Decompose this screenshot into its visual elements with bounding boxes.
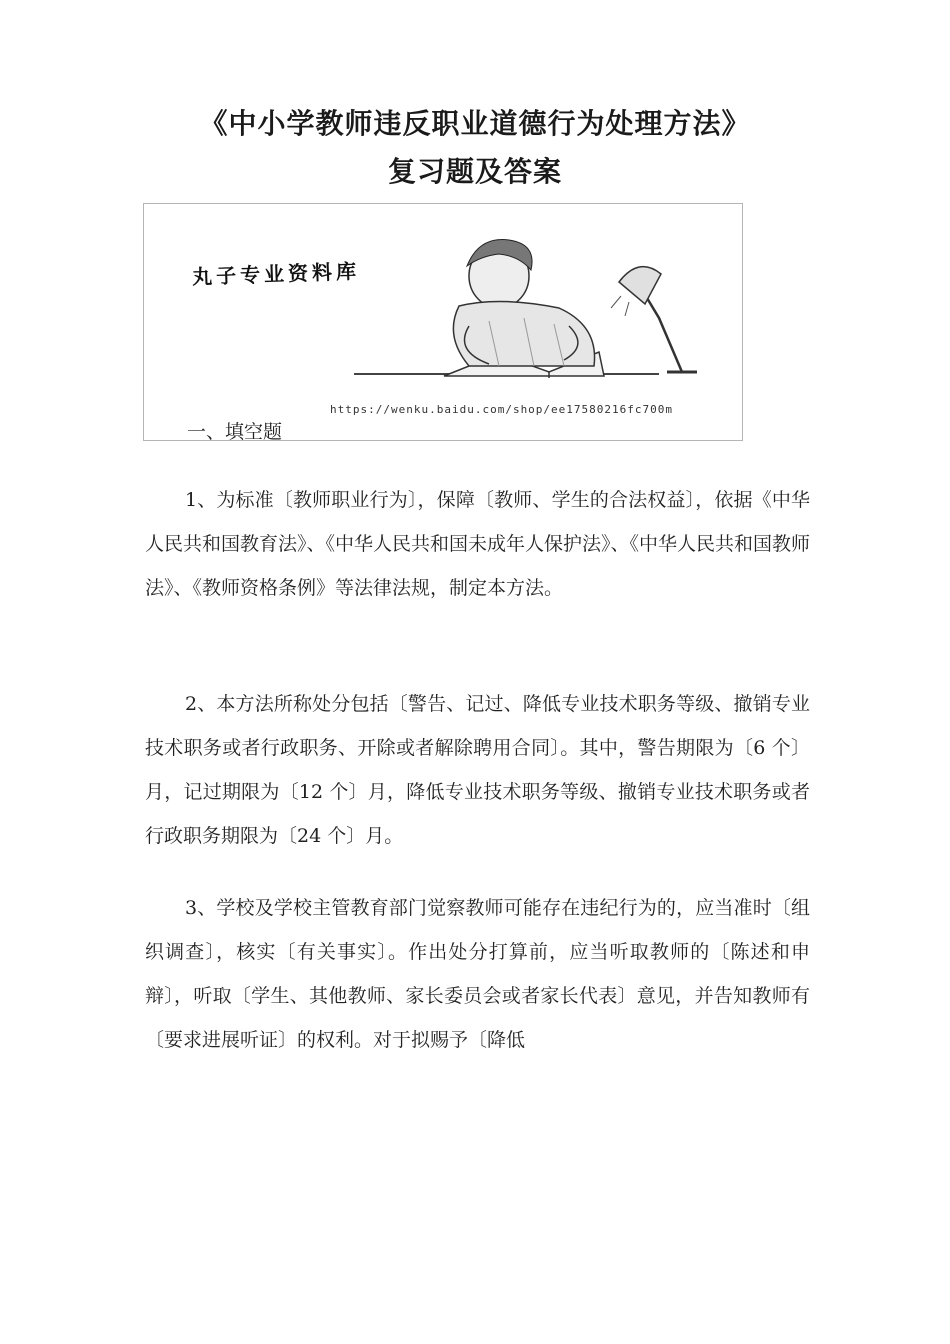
studying-person-illustration	[349, 226, 729, 396]
question-paragraph-1: 1、为标准〔教师职业行为〕，保障〔教师、学生的合法权益〕，依据《中华人民共和国教育法》、《中华人民共和国未成年人保护法》、《中华人民共和国教师法》、《教师资格条例》等法律法规，制定本方法。	[145, 489, 811, 599]
document-title: 《中小学教师违反职业道德行为处理方法》	[199, 107, 751, 140]
section-heading: 一、填空题	[187, 421, 283, 441]
brand-label: 丸子专业资料库	[191, 259, 361, 289]
source-url: https://wenku.baidu.com/shop/ee17580216fc700m	[330, 403, 674, 416]
question-paragraph-2: 2、本方法所称处分包括〔警告、记过、降低专业技术职务等级、撤销专业技术职务或者行政职务、开除或者解除聘用合同〕。其中，警告期限为〔6 个〕月，记过期限为〔12 个〕月，降低专业技术职务等级、撤销专业技术职务或者行政职务期限为〔24 个〕月。	[145, 693, 810, 847]
banner-image	[143, 203, 743, 441]
question-paragraph-3: 3、学校及学校主管教育部门觉察教师可能存在违纪行为的，应当准时〔组织调查〕，核实〔有关事实〕。作出处分打算前，应当听取教师的〔陈述和申辩〕，听取〔学生、其他教师、家长委员会或者家长代表〕意见，并告知教师有〔要求进展听证〕的权利。对于拟赐予〔降低	[145, 897, 810, 1051]
document-subtitle: 复习题及答案	[387, 155, 562, 188]
